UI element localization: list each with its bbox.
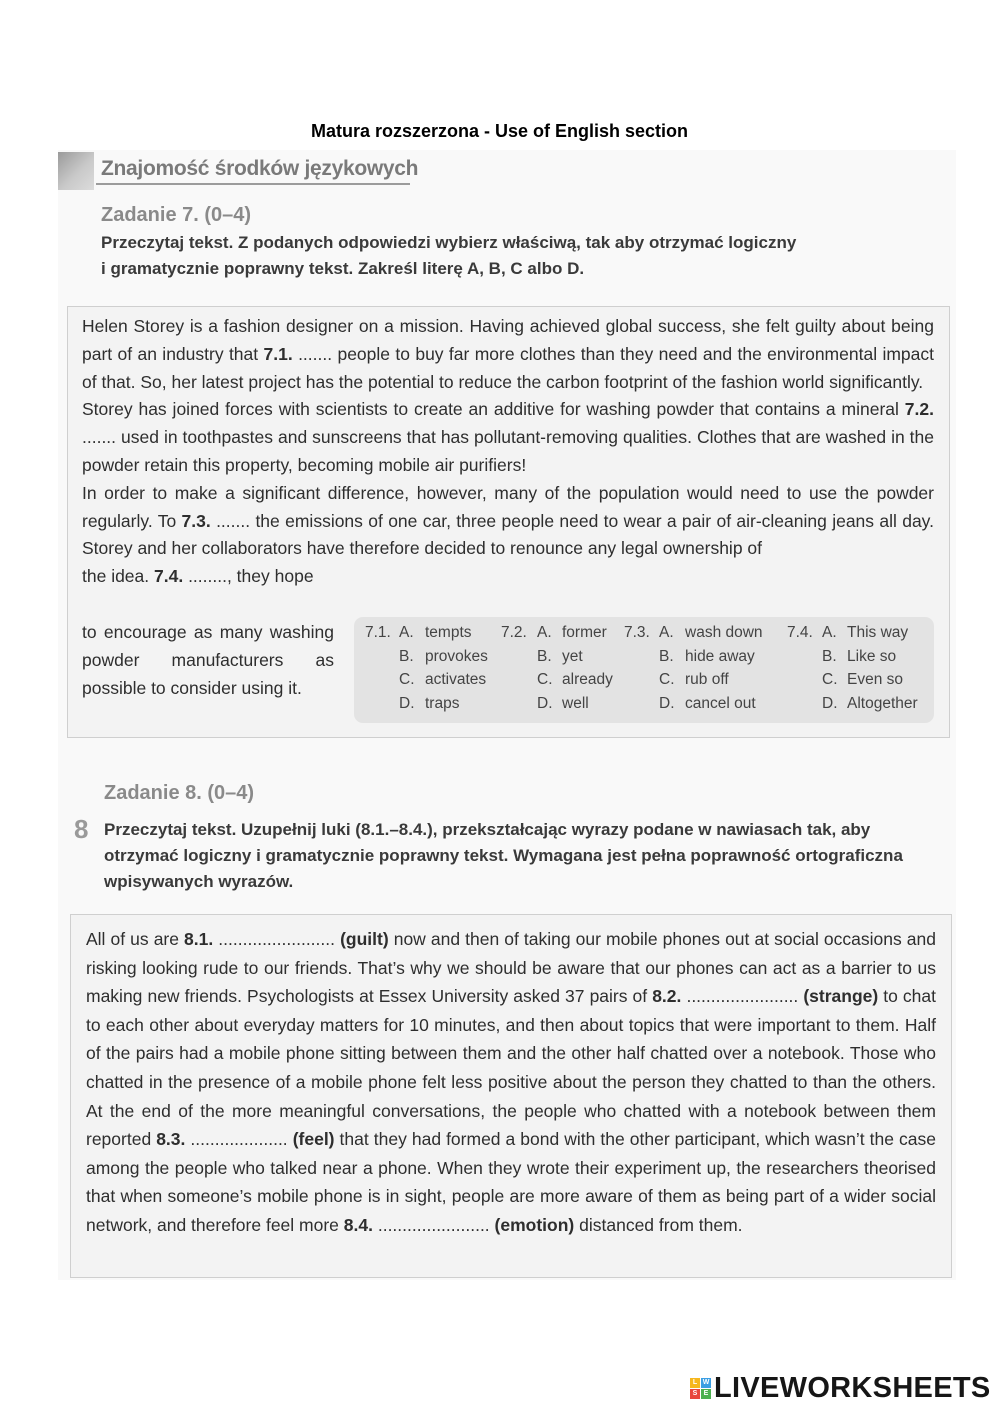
liveworksheets-logo-icon xyxy=(690,1378,712,1400)
option-answer[interactable]: tempts xyxy=(425,624,472,641)
task7-gap-7-4: 7.4. xyxy=(154,566,184,587)
task7-p4-mid: ........, they hope xyxy=(183,566,314,587)
task7-paragraph-1 xyxy=(82,313,934,396)
logo-icon-tile: W xyxy=(702,1379,710,1386)
task7-paragraph-3 xyxy=(82,480,934,563)
option-letter: B. xyxy=(399,647,414,665)
option-letter: C. xyxy=(537,671,553,688)
option-answer[interactable]: Even so xyxy=(847,671,904,688)
option-letters-7-3 xyxy=(659,621,675,715)
option-letter: C. xyxy=(659,671,675,688)
task7-instruction-line2: i gramatycznie poprawny tekst. Zakreśl literę A, B, C albo D. xyxy=(101,259,585,278)
logo-icon-tile: E xyxy=(701,1389,711,1399)
option-letter: C. xyxy=(822,671,838,688)
option-letter: D. xyxy=(537,694,553,712)
option-answer[interactable]: yet xyxy=(562,647,583,665)
option-number-7-4: 7.4. xyxy=(787,624,813,641)
task7-p1-start: Helen Storey is a fashion designer on a mission. Having achieved global success, she felt guilty about being part of an industry that xyxy=(82,316,934,364)
liveworksheets-logo-text: LIVEWORKSHEETS xyxy=(714,1372,991,1404)
option-answer[interactable]: already xyxy=(562,671,613,688)
option-letter: C. xyxy=(399,671,415,688)
task8-instruction-line2: otrzymać logiczny i gramatycznie poprawny tekst. Wymagana jest pełna poprawność ortograficzna xyxy=(104,846,903,865)
option-answer[interactable]: activates xyxy=(425,671,487,688)
task8-gap-8-3: 8.3. xyxy=(156,1129,186,1150)
task7-title: Zadanie 7. (0–4) xyxy=(101,204,252,226)
task8-word-emotion: (emotion) xyxy=(494,1214,575,1235)
task8-text xyxy=(86,925,936,1240)
option-letter: A. xyxy=(399,624,414,641)
task8-gap-8-4: 8.4. xyxy=(343,1214,373,1235)
option-answer[interactable]: former xyxy=(562,624,607,641)
option-letters-7-4 xyxy=(822,621,838,715)
option-number-7-3: 7.3. xyxy=(624,624,650,641)
option-letter: D. xyxy=(659,694,675,712)
task7-p2-start: Storey has joined forces with scientists to create an additive for washing powder that contains a mineral xyxy=(82,399,905,420)
option-answers-7-2 xyxy=(562,621,613,715)
task8-dots-8-4[interactable]: ....................... xyxy=(372,1214,495,1235)
task8-dots-8-2[interactable]: ....................... xyxy=(681,986,804,1007)
option-letter: D. xyxy=(822,694,838,712)
section-heading-underline xyxy=(96,183,410,185)
option-answer[interactable]: wash down xyxy=(685,624,763,641)
task8-word-feel: (feel) xyxy=(292,1129,335,1150)
option-letter: B. xyxy=(822,647,837,665)
option-answer[interactable]: Altogether xyxy=(847,694,918,712)
task8-dots-8-1[interactable]: ........................ xyxy=(213,929,341,949)
option-answer[interactable]: This way xyxy=(847,624,909,641)
option-answer[interactable]: rub off xyxy=(685,671,729,688)
page-title: Matura rozszerzona - Use of English section xyxy=(310,121,689,141)
option-letter: B. xyxy=(659,647,674,665)
task8-s4: that they had formed a bond with the other participant, which wasn’t the case among the people who talked near a phone. When they wrote their experiment up, the researchers theorised that when someone’s mobile phone is in sight, people are more aware of them as being part of a wider social network, and therefore feel more xyxy=(86,1129,936,1235)
logo-icon-tile: L xyxy=(690,1378,700,1388)
task7-text-lower xyxy=(82,619,334,702)
logo-icon-tile: S xyxy=(690,1389,700,1399)
option-letter: A. xyxy=(537,624,552,641)
task8-s1: All of us are xyxy=(86,929,185,949)
task7-p1-end: ....... people to buy far more clothes than they need and the environmental impact of that. So, her latest project has the potential to reduce the carbon footprint of the fashion world significantly. xyxy=(82,343,934,392)
task7-p3-start: In order to make a significant difference, however, many of the population would need to use the powder regularly. To xyxy=(82,482,934,531)
option-letters-7-1 xyxy=(399,621,415,715)
task8-word-guilt: (guilt) xyxy=(340,929,389,949)
option-number-7-2: 7.2. xyxy=(501,624,527,641)
task8-number: 8 xyxy=(74,814,89,844)
task7-paragraph-2 xyxy=(82,396,934,479)
task8-paragraph xyxy=(86,925,936,1240)
option-letter: B. xyxy=(537,647,552,665)
task7-text-upper xyxy=(82,313,934,591)
task8-text-box xyxy=(70,914,952,1278)
option-answer[interactable]: provokes xyxy=(425,647,488,665)
task7-p3-end: ....... the emissions of one car, three people need to wear a pair of air-cleaning jeans all day. Storey and her collaborators have therefore decided to renounce any legal ownership of xyxy=(82,510,934,559)
task8-s2: now and then of taking our mobile phones out at social occasions and risking looking rude to our friends. That’s why we should be aware that our phones can act as a barrier to us making new friends. Psychologists at Essex University asked 37 pairs of xyxy=(86,929,936,1007)
task8-s5: distanced from them. xyxy=(574,1214,743,1235)
task8-gap-8-2: 8.2. xyxy=(652,986,682,1007)
option-answers-7-3 xyxy=(685,621,763,715)
task8-s3: to chat to each other about everyday matters for 10 minutes, and then about topics that were important to them. Half of the pairs had a mobile phone sitting between them and the other half chatted over a notebook. Those who chatted in the presence of a mobile phone felt less positive about the person they chatted to than the others. At the end of the more meaningful conversations, the people who chatted with a notebook between them reported xyxy=(86,986,936,1150)
task7-gap-7-2: 7.2. xyxy=(904,399,934,420)
option-letter: D. xyxy=(399,694,415,712)
section-heading: Znajomość środków językowych xyxy=(101,157,419,180)
task7-paragraph-4-start xyxy=(82,563,934,591)
task8-instruction-line3: wpisywanych wyrazów. xyxy=(104,872,294,891)
task8-word-strange: (strange) xyxy=(803,986,879,1007)
option-number-7-1: 7.1. xyxy=(365,624,391,641)
option-answers-7-1 xyxy=(425,621,488,715)
task7-gap-7-3: 7.3. xyxy=(181,510,211,531)
task7-gap-7-1: 7.1. xyxy=(263,343,293,364)
task8-title: Zadanie 8. (0–4) xyxy=(104,782,255,804)
task7-instruction-line1: Przeczytaj tekst. Z podanych odpowiedzi wybierz właściwą, tak aby otrzymać logiczny xyxy=(101,233,797,252)
option-answer[interactable]: traps xyxy=(425,694,460,712)
task7-options-panel xyxy=(354,617,934,723)
option-answer[interactable]: hide away xyxy=(685,647,755,665)
task7-p2-end: ....... used in toothpastes and sunscreens that has pollutant-removing qualities. Clothes that are washed in the powder retain this property, becoming mobile air purifiers! xyxy=(82,427,934,475)
option-answers-7-4 xyxy=(847,621,918,715)
task7-p4-start: the idea. xyxy=(82,566,154,587)
task8-instruction-line1: Przeczytaj tekst. Uzupełnij luki (8.1.–8.4.), przekształcając wyrazy podane w nawiasach tak, aby xyxy=(104,820,871,839)
option-letter: A. xyxy=(822,624,837,641)
section-tab-marker xyxy=(58,152,94,190)
task8-dots-8-3[interactable]: .................... xyxy=(185,1129,293,1150)
option-answer[interactable]: cancel out xyxy=(685,694,756,712)
option-letter: A. xyxy=(659,624,674,641)
task8-gap-8-1: 8.1. xyxy=(184,929,214,949)
task7-paragraph-4-end: to encourage as many washing powder manufacturers as possible to consider using it. xyxy=(82,622,334,698)
option-answer[interactable]: Like so xyxy=(847,647,897,665)
option-letters-7-2 xyxy=(537,621,553,715)
option-answer[interactable]: well xyxy=(562,694,589,712)
